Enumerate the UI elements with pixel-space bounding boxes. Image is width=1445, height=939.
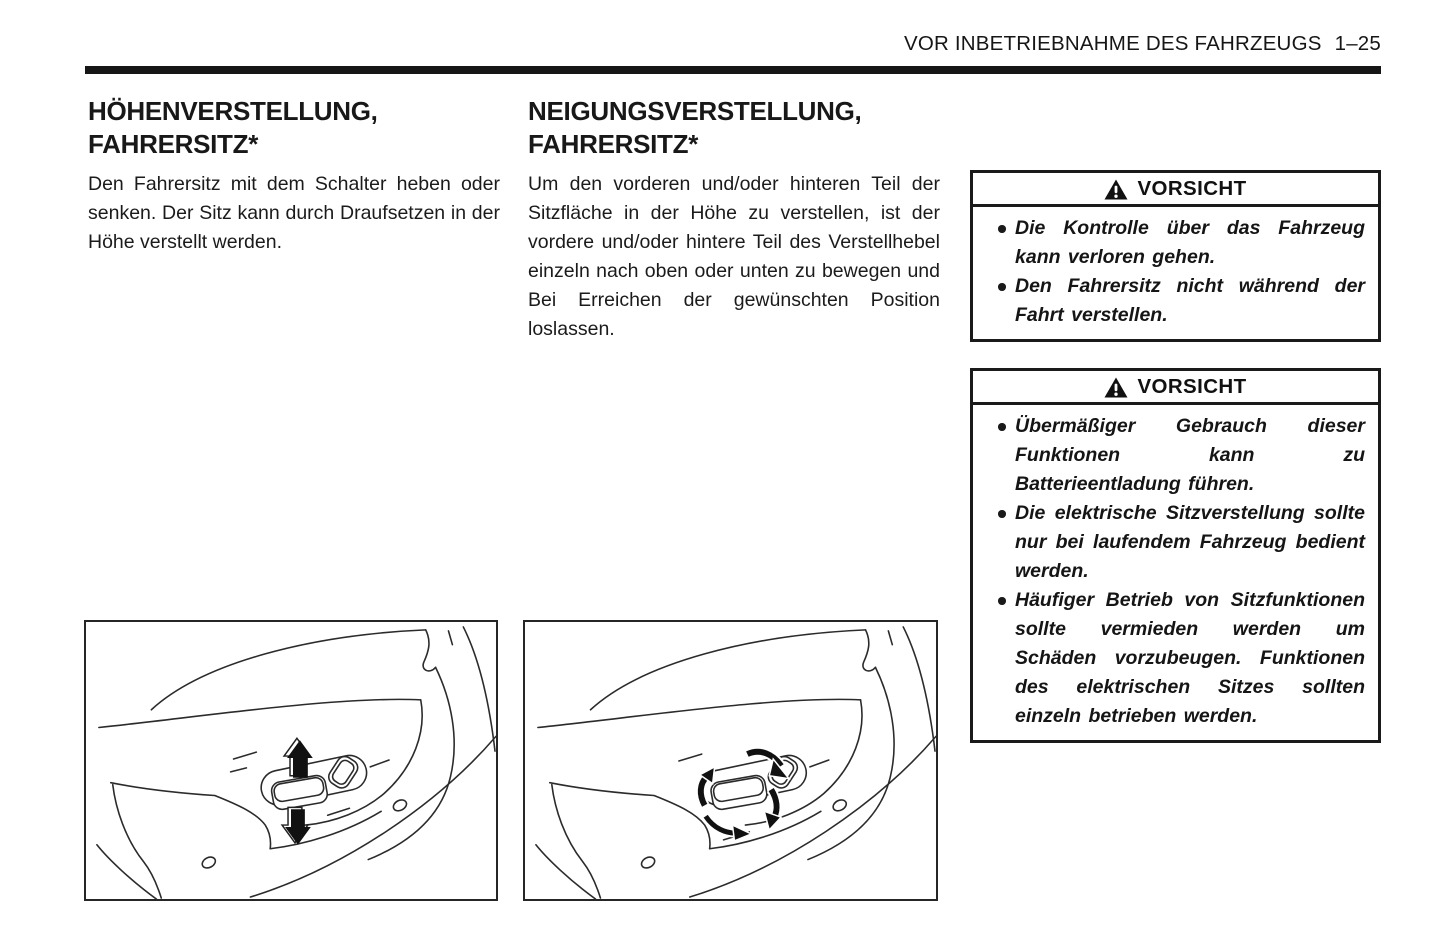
- figure-height-adjustment: [84, 620, 498, 901]
- seat-raise-up-arrow: [284, 738, 313, 777]
- seat-lower-down-arrow: [282, 807, 311, 844]
- figure-tilt-adjustment: [523, 620, 938, 901]
- header-title: VOR INBETRIEBNAHME DES FAHRZEUGS: [903, 32, 1322, 55]
- warning-box-1-header: [973, 173, 1378, 207]
- page-header: [904, 32, 1381, 56]
- seat-height-switch-illustration: [86, 622, 496, 899]
- warning-item: Übermäßiger Gebrauch dieser Funktionen kann zu Batterieentladung führen.: [973, 412, 1365, 499]
- warning-box-2-header: [973, 371, 1378, 405]
- section-neigungsverstellung: [528, 95, 940, 344]
- section-heading-neigungsverstellung: NEIGUNGSVERSTELLUNG, FAHRERSITZ*: [528, 96, 862, 159]
- warning-triangle-icon: [1104, 377, 1128, 398]
- warning-title: VORSICHT: [1137, 177, 1247, 200]
- warning-box-1-list: [973, 207, 1378, 339]
- warning-item: Häufiger Betrieb von Sitzfunktionen sollte vermieden werden um Schäden vorzubeugen. Funktionen des elektrischen Sitzes sollten einzeln betrieben werden.: [973, 586, 1365, 731]
- header-page-number: 1–25: [1334, 32, 1381, 55]
- section-hoehenverstellung: [88, 95, 500, 257]
- warning-title: VORSICHT: [1137, 375, 1247, 398]
- header-rule: [85, 66, 1381, 74]
- warning-box-1: [970, 170, 1381, 342]
- warning-triangle-icon: [1104, 179, 1128, 200]
- seat-tilt-switch-illustration: [525, 622, 936, 899]
- warning-box-2: [970, 368, 1381, 743]
- section-body-hoehenverstellung: Den Fahrersitz mit dem Schalter heben oder senken. Der Sitz kann durch Draufsetzen in der Höhe verstellt werden.: [88, 173, 500, 253]
- warning-item: Den Fahrersitz nicht während der Fahrt verstellen.: [973, 272, 1365, 330]
- warning-item: Die Kontrolle über das Fahrzeug kann verloren gehen.: [973, 214, 1365, 272]
- warning-item: Die elektrische Sitzverstellung sollte nur bei laufendem Fahrzeug bedient werden.: [973, 499, 1365, 586]
- section-heading-hoehenverstellung: HÖHENVERSTELLUNG, FAHRERSITZ*: [88, 96, 378, 159]
- section-body-neigungsverstellung: Um den vorderen und/oder hinteren Teil der Sitzfläche in der Höhe zu verstellen, ist der vordere und/oder hintere Teil des Verstellhebel einzeln nach oben oder unten zu bewegen und Bei Erreichen der gewünschten Position loslassen.: [528, 173, 940, 340]
- warning-box-2-list: [973, 405, 1378, 740]
- tilt-down-front-arrow: [706, 816, 752, 841]
